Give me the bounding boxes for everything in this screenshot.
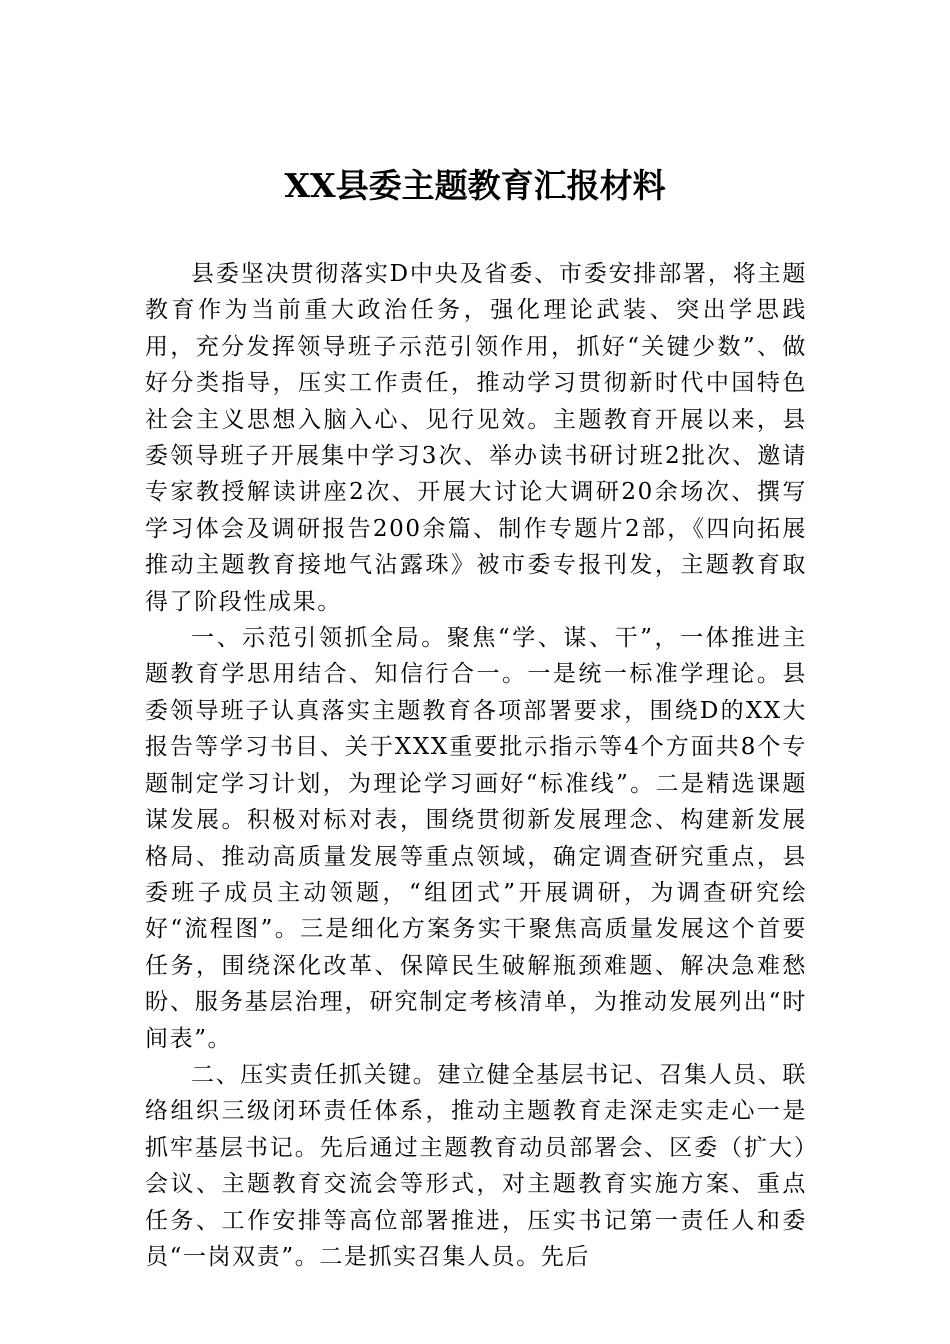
section-two-paragraph: 二、压实责任抓关键。建立健全基层书记、召集人员、联络组织三级闭环责任体系，推动主题教育走深走实走心一是抓牢基层书记。先后通过主题教育动员部署会、区委（扩大）会议、主题教育交流会等形式，对主题教育实施方案、重点任务、工作安排等高位部署推进，压实书记第一责任人和委员“一岗双责”。二是抓实召集人员。先后 [145, 1061, 807, 1270]
section-one-paragraph: 一、示范引领抓全局。聚焦“学、谋、干”，一体推进主题教育学思用结合、知信行合一。一是统一标准学理论。县委领导班子认真落实主题教育各项部署要求，围绕D的XX大报告等学习书目、关于XXX重要批示指示等4个方面共8个专题制定学习计划，为理论学习画好“标准线”。二是精选课题谋发展。积极对标对表，围绕贯彻新发展理念、构建新发展格局、推动高质量发展等重点领域，确定调查研究重点，县委班子成员主动领题，“组团式”开展调研，为调查研究绘好“流程图”。三是细化方案务实干聚焦高质量发展这个首要任务，围绕深化改革、保障民生破解瓶颈难题、解决急难愁盼、服务基层治理，研究制定考核清单，为推动发展列出“时间表”。 [145, 625, 807, 1052]
document-body [145, 256, 807, 1275]
intro-paragraph: 县委坚决贯彻落实D中央及省委、市委安排部署，将主题教育作为当前重大政治任务，强化理论武装、突出学思践用，充分发挥领导班子示范引领作用，抓好“关键少数”、做好分类指导，压实工作责任，推动学习贯彻新时代中国特色社会主义思想入脑入心、见行见效。主题教育开展以来，县委领导班子开展集中学习3次、举办读书研讨班2批次、邀请专家教授解读讲座2次、开展大讨论大调研20余场次、撰写学习体会及调研报告200余篇、制作专题片2部，《四向拓展推动主题教育接地气沾露珠》被市委专报刊发，主题教育取得了阶段性成果。 [145, 261, 807, 615]
document-title: XX县委主题教育汇报材料 [284, 166, 666, 205]
